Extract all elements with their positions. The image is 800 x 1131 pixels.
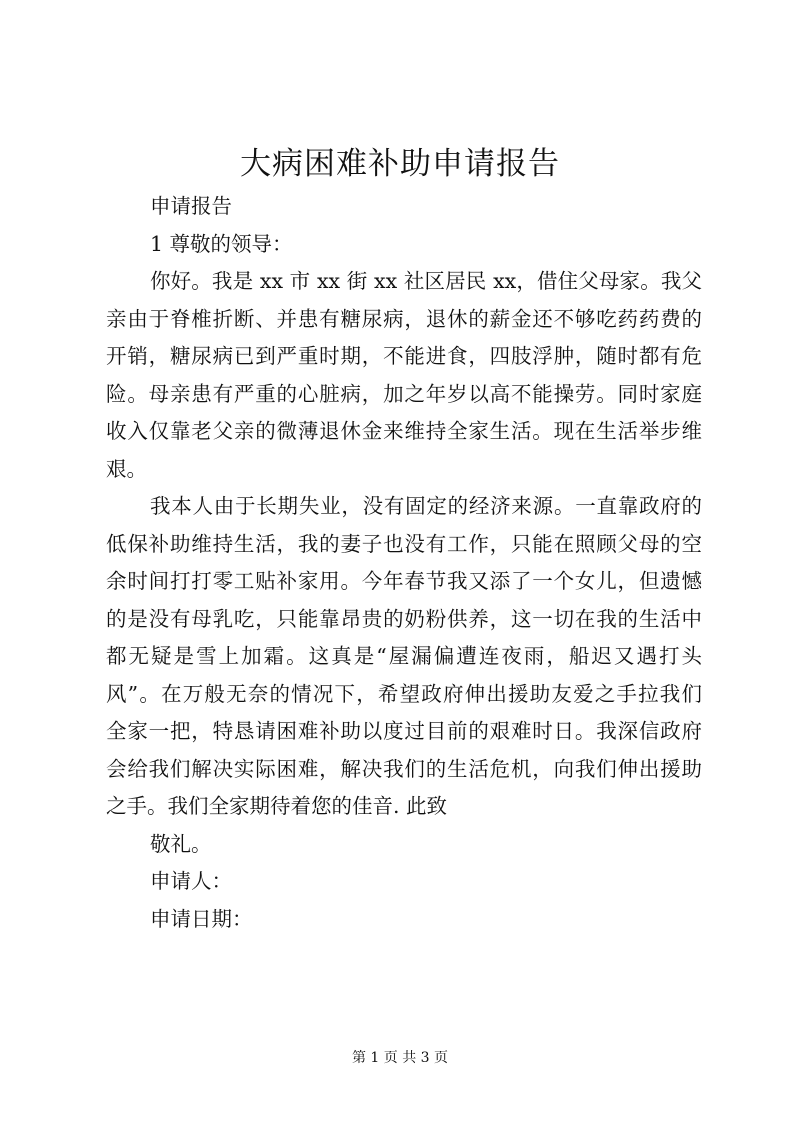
paragraph-2-line: 我本人由于长期失业，没有固定的经济来源。一直靠政府的 xyxy=(150,494,702,518)
paragraph-1-line: 亲由于脊椎折断、并患有糖尿病，退休的薪金还不够吃药药费的 xyxy=(106,306,702,331)
heading-line: 申请报告 xyxy=(150,194,232,218)
paragraph-2-line: 风”。在万般无奈的情况下，希望政府伸出援助友爱之手拉我们 xyxy=(106,681,702,706)
paragraph-1-line: 收入仅靠老父亲的微薄退休金来维持全家生活。现在生活举步维 xyxy=(106,419,702,443)
closing-line: 敬礼。 xyxy=(150,831,212,856)
paragraph-2-line: 之手。我们全家期待着您的佳音. 此致 xyxy=(106,794,448,818)
paragraph-1-line: 艰。 xyxy=(106,456,147,481)
document-title: 大病困难补助申请报告 xyxy=(240,146,560,182)
applicant-line: 申请人： xyxy=(150,869,232,893)
paragraph-2-line: 都无疑是雪上加霜。这真是“屋漏偏遭连夜雨，船迟又遇打头 xyxy=(106,644,702,668)
paragraph-2-line: 全家一把，特恳请困难补助以度过目前的艰难时日。我深信政府 xyxy=(106,719,702,743)
paragraph-2-line: 会给我们解决实际困难，解决我们的生活危机，向我们伸出援助 xyxy=(106,756,702,781)
paragraph-1-line: 你好。我是 xx 市 xx 街 xx 社区居民 xx，借住父母家。我父 xyxy=(150,269,702,293)
paragraph-2-line: 的是没有母乳吃，只能靠昂贵的奶粉供养，这一切在我的生活中 xyxy=(106,606,702,631)
paragraph-1-line: 险。母亲患有严重的心脏病，加之年岁以高不能操劳。同时家庭 xyxy=(106,381,702,406)
date-line: 申请日期： xyxy=(150,906,253,931)
paragraph-2-line: 低保补助维持生活，我的妻子也没有工作，只能在照顾父母的空 xyxy=(106,531,702,556)
paragraph-1-line: 开销，糖尿病已到严重时期，不能进食，四肢浮肿，随时都有危 xyxy=(106,344,702,368)
paragraph-2-line: 余时间打打零工贴补家用。今年春节我又添了一个女儿，但遗憾 xyxy=(106,569,702,593)
document-body xyxy=(106,188,702,938)
page-number-footer: 第 1 页 共 3 页 xyxy=(351,1050,449,1066)
salutation-line: 1 尊敬的领导： xyxy=(150,231,293,256)
